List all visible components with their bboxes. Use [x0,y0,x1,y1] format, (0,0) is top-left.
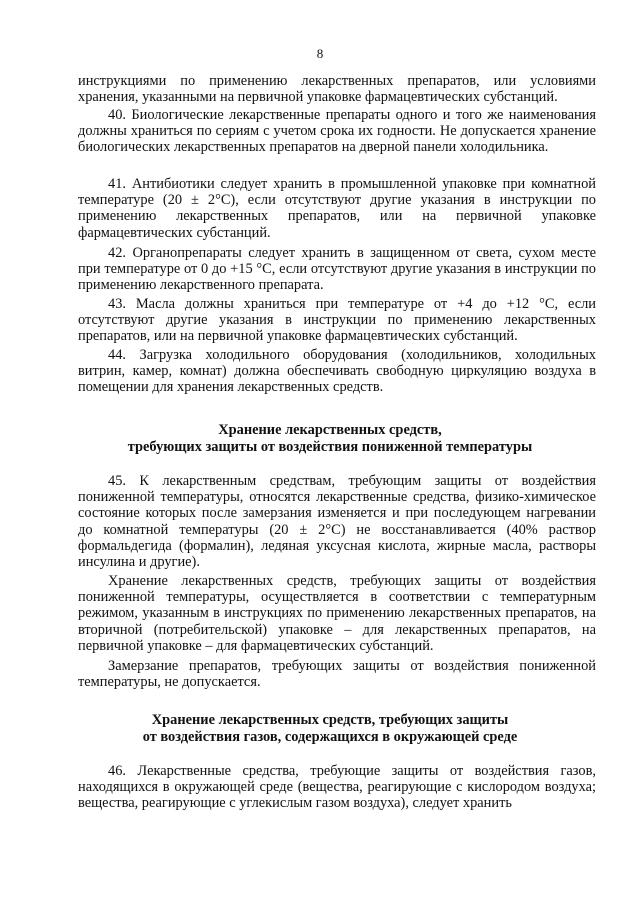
paragraph-42: 42. Органопрепараты следует хранить в защищенном от света, сухом месте при температуре от 0 до +15 °С, если отсутствуют другие указания в инструкции по применению лекарственного препарата. [78,245,596,294]
paragraph-45: 45. К лекарственным средствам, требующим защиты от воздействия пониженной температуры, относятся лекарственные средства, физико-химическое состояние которых после замерзания изменяется и при последующем нагревании до комнатной температуры (20 ± 2°С) не восстанавливается (40% раствор формальдегида (формалин), ледяная уксусная кислота, жирные масла, растворы инсулина и другие). [78,473,596,571]
paragraph-40: 40. Биологические лекарственные препараты одного и того же наименования должны храниться по сериям с учетом срока их годности. Не допускается хранение биологических лекарственных препаратов на дверной панели холодильника. [78,107,596,156]
section-heading-low-temperature [60,422,600,456]
paragraph-41: 41. Антибиотики следует хранить в промышленной упаковке при комнатной температуре (20 ± 2°С), если отсутствуют другие указания в инструкции по применению лекарственных препаратов, или на первичной упаковке фармацевтических субстанций. [78,176,596,241]
paragraph-39-continuation: инструкциями по применению лекарственных препаратов, или условиями хранения, указанными на первичной упаковке фармацевтических субстанций. [78,73,596,106]
heading-line: требующих защиты от воздействия пониженной температуры [127,439,533,455]
paragraph-45-freezing: Замерзание препаратов, требующих защиты от воздействия пониженной температуры, не допускается. [78,658,596,691]
page-number: 8 [316,46,324,61]
heading-line: Хранение лекарственных средств, требующих защиты [151,712,509,728]
paragraph-44: 44. Загрузка холодильного оборудования (холодильников, холодильных витрин, камер, комнат) должна обеспечивать свободную циркуляцию воздуха в помещении для хранения лекарственных средств. [78,347,596,396]
paragraph-45-storage: Хранение лекарственных средств, требующих защиты от воздействия пониженной температуры, осуществляется в соответствии с температурным режимом, указанным в инструкциях по применению лекарственных препаратов, на вторичной (потребительской) упаковке – для лекарственных препаратов, на первичной упаковке – для фармацевтических субстанций. [78,573,596,654]
section-heading-gases [60,712,600,746]
paragraph-46: 46. Лекарственные средства, требующие защиты от воздействия газов, находящихся в окружающей среде (вещества, реагирующие с кислородом воздуха; вещества, реагирующие с углекислым газом воздуха), следует хранить [78,763,596,812]
heading-line: от воздействия газов, содержащихся в окружающей среде [142,729,518,745]
paragraph-43: 43. Масла должны храниться при температуре от +4 до +12 °С, если отсутствуют другие указания в инструкции по применению лекарственных препаратов, или на первичной упаковке фармацевтических субстанций. [78,296,596,345]
heading-line: Хранение лекарственных средств, [218,422,442,438]
